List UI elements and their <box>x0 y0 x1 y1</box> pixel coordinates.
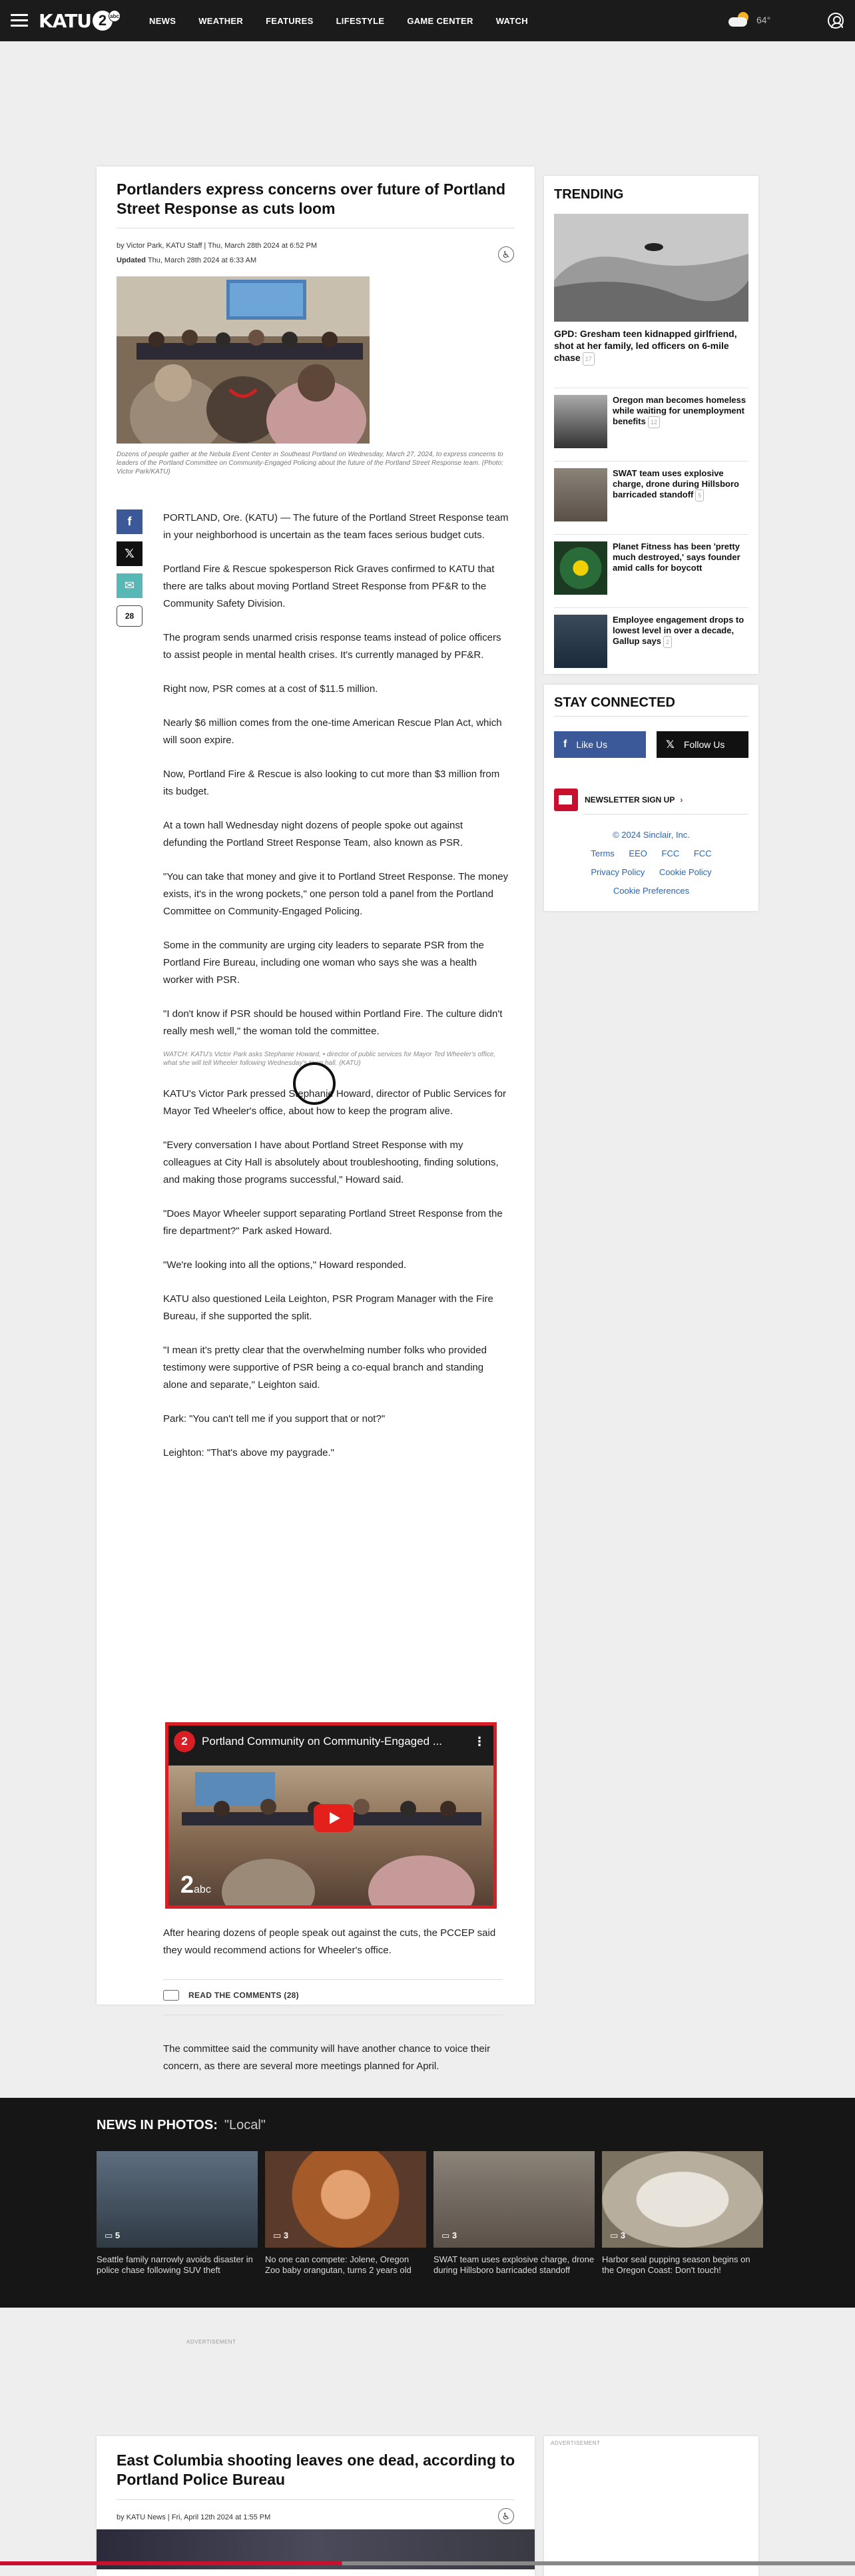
paragraph: Now, Portland Fire & Rescue is also looking to cut more than $3 million from its budget. <box>163 769 500 797</box>
trending-thumbnail <box>554 615 607 668</box>
video-thumbnail <box>168 1766 493 1905</box>
x-icon: 𝕏 <box>666 739 675 751</box>
paragraph: "Every conversation I have about Portland Street Response with my colleagues at City Hall is absolutely about troubleshooting, finding solutions, and making those programs successful," Howard said. <box>163 1139 499 1185</box>
trending-hero-title[interactable]: GPD: Gresham teen kidnapped girlfriend, shot at her family, led officers on 6-mile chase 17 <box>554 328 748 366</box>
bottom-progress-bar <box>0 2561 855 2565</box>
trending-title: TRENDING <box>554 187 624 202</box>
share-bar <box>117 509 143 634</box>
ad-label: ADVERTISEMENT <box>186 2339 236 2345</box>
copyright: © 2024 Sinclair, Inc. <box>613 830 690 840</box>
photo-caption: Dozens of people gather at the Nebula Event Center in Southeast Portland on Wednesday, March 27, 2024, to express concerns to leaders of the Portland Committee on Community-Engaged Policing about the future of the Portland Street Response team. (Photo: Victor Park/KATU) <box>117 451 503 476</box>
video-title[interactable]: Portland Community on Community-Engaged ... <box>202 1735 442 1748</box>
top-nav-bar <box>0 0 855 41</box>
next-article-headline[interactable]: East Columbia shooting leaves one dead, according to Portland Police Bureau <box>117 2451 515 2488</box>
comment-count-badge: 5 <box>695 489 704 501</box>
photo-gallery-item[interactable] <box>433 2151 595 2276</box>
article-byline: by Victor Park, KATU Staff | Thu, March 28th 2024 at 6:52 PM <box>117 242 318 250</box>
trending-item[interactable]: Oregon man becomes homeless while waiting for unemployment benefits 12 <box>554 388 748 445</box>
article-photo[interactable] <box>117 276 370 444</box>
paragraph: KATU also questioned Leila Leighton, PSR Program Manager with the Fire Bureau, if she supported the split. <box>163 1293 493 1322</box>
envelope-icon <box>554 789 578 811</box>
x-follow-button[interactable]: 𝕏 Follow Us <box>657 731 748 758</box>
article-headline: Portlanders express concerns over future of Portland Street Response as cuts loom <box>117 180 506 217</box>
photos-heading: NEWS IN PHOTOS: "Local" <box>97 2118 266 2132</box>
read-comments-label: READ THE COMMENTS (28) <box>188 1991 299 2000</box>
next-article-card <box>97 2436 535 2576</box>
comment-icon <box>163 1990 179 2001</box>
logo-network: abc <box>109 10 121 22</box>
article-updated <box>117 256 256 264</box>
nav-weather[interactable]: WEATHER <box>198 15 244 26</box>
photo-gallery-item[interactable] <box>265 2151 426 2276</box>
paragraph: Some in the community are urging city leaders to separate PSR from the Portland Fire Bureau, including one woman who says she was a health worker with PSR. <box>163 940 484 986</box>
paragraph: At a town hall Wednesday night dozens of people spoke out against defunding the Portland Street Response Team, also known as PSR. <box>163 820 463 848</box>
main-nav <box>149 0 551 41</box>
paragraph: "Does Mayor Wheeler support separating Portland Street Response from the fire department?" Park asked Howard. <box>163 1208 503 1237</box>
paragraph: "I mean it's pretty clear that the overwhelming number folks who provided testimony were supportive of PSR being a co-equal branch and standing alone and separate," Leighton said. <box>163 1345 487 1391</box>
play-button[interactable] <box>314 1804 354 1832</box>
paragraph: "You can take that money and give it to Portland Street Response. The money exists, it's in the wrong pockets," one person told a panel from the Portland Committee on Community-Engaged Policing. <box>163 871 509 917</box>
paragraph: Nearly $6 million comes from the one-time American Rescue Plan Act, which will soon expire. <box>163 717 502 746</box>
trending-item[interactable]: SWAT team uses explosive charge, drone during Hillsboro barricaded standoff 5 <box>554 461 748 518</box>
stay-connected-panel <box>544 685 758 911</box>
trending-panel <box>544 176 758 674</box>
gallery-caption: No one can compete: Jolene, Oregon Zoo baby orangutan, turns 2 years old <box>265 2254 412 2275</box>
article-body <box>163 509 509 1478</box>
menu-icon[interactable] <box>11 14 28 27</box>
paragraph: "I don't know if PSR should be housed within Portland Fire. The culture didn't really mesh well," the woman told the committee. <box>163 1008 503 1037</box>
gallery-thumbnail <box>97 2151 258 2248</box>
news-in-photos-section <box>0 2098 855 2308</box>
divider <box>554 716 748 717</box>
logo-number: 2 <box>93 11 113 31</box>
link-fcc[interactable]: FCC <box>661 848 680 858</box>
photos-category: "Local" <box>224 2118 266 2132</box>
x-share-icon[interactable]: 𝕏 <box>117 541 142 566</box>
paragraph: Leighton: "That's above my paygrade." <box>163 1447 334 1458</box>
trending-thumbnail <box>554 395 607 448</box>
gallery-count: ▭ 3 <box>441 2230 457 2240</box>
nav-news[interactable]: NEWS <box>149 15 176 26</box>
link-fcc-2[interactable]: FCC <box>693 848 712 858</box>
trending-hero-image[interactable] <box>554 214 748 322</box>
paragraph: After hearing dozens of people speak out against the cuts, the PCCEP said they would recommend actions for Wheeler's office. <box>163 1927 496 1956</box>
gallery-thumbnail <box>433 2151 595 2248</box>
accessibility-icon[interactable]: ♿ <box>498 2508 514 2524</box>
facebook-icon: f <box>563 739 567 750</box>
nav-game-center[interactable]: GAME CENTER <box>407 15 473 26</box>
site-logo[interactable] <box>39 9 121 32</box>
link-privacy-policy[interactable]: Privacy Policy <box>591 867 645 877</box>
gallery-caption: Seattle family narrowly avoids disaster in police chase following SUV theft <box>97 2254 253 2275</box>
paragraph: KATU's Victor Park pressed Stephanie Howard, director of Public Services for Mayor Ted Wheeler's office, about how to keep the program alive. <box>163 1088 507 1117</box>
gallery-count: ▭ 5 <box>105 2230 121 2240</box>
gallery-caption: SWAT team uses explosive charge, drone during Hillsboro barricaded standoff <box>433 2254 595 2275</box>
more-options-icon[interactable]: ⋮ <box>473 1735 485 1748</box>
paragraph: The program sends unarmed crisis response teams instead of police officers to assist people in mental health crises. It's currently managed by PF&R. <box>163 632 501 661</box>
link-cookie-preferences[interactable]: Cookie Preferences <box>613 886 690 896</box>
user-account-icon[interactable] <box>828 13 844 29</box>
accessibility-icon[interactable]: ♿ <box>498 246 514 262</box>
trending-item[interactable]: Employee engagement drops to lowest level in over a decade, Gallup says 2 <box>554 607 748 665</box>
paragraph: The committee said the community will have another chance to voice their concern, as there are several more meetings planned for April. <box>163 2043 491 2072</box>
partly-cloudy-icon <box>728 12 751 28</box>
footer-links <box>554 826 748 900</box>
sidebar-ad <box>544 2436 758 2576</box>
divider <box>163 1979 503 1980</box>
next-article-byline: by KATU News | Fri, April 12th 2024 at 1:55 PM <box>117 2513 271 2521</box>
comment-count-badge: 2 <box>663 636 672 648</box>
gallery-thumbnail <box>265 2151 426 2248</box>
nav-lifestyle[interactable]: LIFESTYLE <box>336 15 385 26</box>
video-player[interactable] <box>165 1722 497 1909</box>
cursor-indicator <box>293 1062 336 1105</box>
chevron-right-icon: › <box>680 795 683 805</box>
facebook-like-button[interactable]: f Like Us <box>554 731 646 758</box>
logo-text: KATU <box>39 9 92 32</box>
channel-logo-icon: 2 <box>174 1731 195 1752</box>
link-terms[interactable]: Terms <box>591 848 615 858</box>
gallery-count: ▭ 3 <box>273 2230 289 2240</box>
updated-date: Thu, March 28th 2024 at 6:33 AM <box>147 256 257 264</box>
read-comments-button[interactable] <box>163 1990 299 2001</box>
link-cookie-policy[interactable]: Cookie Policy <box>659 867 712 877</box>
nav-watch[interactable]: WATCH <box>495 15 528 26</box>
trending-thumbnail <box>554 468 607 521</box>
weather-widget[interactable] <box>728 12 770 28</box>
video-watermark: 2abc <box>180 1871 211 1898</box>
email-share-icon[interactable]: ✉ <box>117 573 142 598</box>
paragraph: Right now, PSR comes at a cost of $11.5 million. <box>163 683 378 695</box>
divider <box>117 2499 515 2500</box>
gallery-thumbnail <box>602 2151 763 2248</box>
comment-count-badge: 17 <box>583 352 595 366</box>
paragraph: Portland Fire & Rescue spokesperson Rick Graves confirmed to KATU that there are talks about moving Portland Street Response from PF&R to the Community Safety Division. <box>163 563 495 609</box>
paragraph: PORTLAND, Ore. (KATU) — The future of the Portland Street Response team in your neighborhood is uncertain as the team faces serious budget cuts. <box>163 512 509 541</box>
stay-connected-title: STAY CONNECTED <box>554 695 675 710</box>
newsletter-signup-link[interactable]: NEWSLETTER SIGN UP › <box>554 789 683 811</box>
comment-count-icon[interactable]: 28 <box>117 605 142 627</box>
photo-gallery-item[interactable] <box>97 2151 258 2276</box>
trending-thumbnail <box>554 541 607 595</box>
ad-label: ADVERTISEMENT <box>551 2440 601 2446</box>
updated-label: Updated <box>117 256 146 264</box>
paragraph: "We're looking into all the options," Howard responded. <box>163 1259 407 1271</box>
trending-item[interactable]: Planet Fitness has been 'pretty much destroyed,' says founder amid calls for boycott <box>554 534 748 591</box>
nav-features[interactable]: FEATURES <box>266 15 314 26</box>
temperature: 64° <box>756 15 771 25</box>
watch-caption: WATCH: KATU's Victor Park asks Stephanie Howard, • director of public services for Mayor Ted Wheeler's office, what she will tell Wheeler following Wednesday's town hall. (KATU) <box>163 1051 496 1067</box>
comment-count-badge: 12 <box>648 416 660 428</box>
link-eeo[interactable]: EEO <box>629 848 647 858</box>
gallery-count: ▭ 3 <box>610 2230 626 2240</box>
facebook-share-icon[interactable]: f <box>117 509 142 534</box>
gallery-caption: Harbor seal pupping season begins on the Oregon Coast: Don't touch! <box>602 2254 750 2275</box>
photo-gallery-item[interactable] <box>602 2151 763 2276</box>
paragraph: Park: "You can't tell me if you support that or not?" <box>163 1413 386 1425</box>
